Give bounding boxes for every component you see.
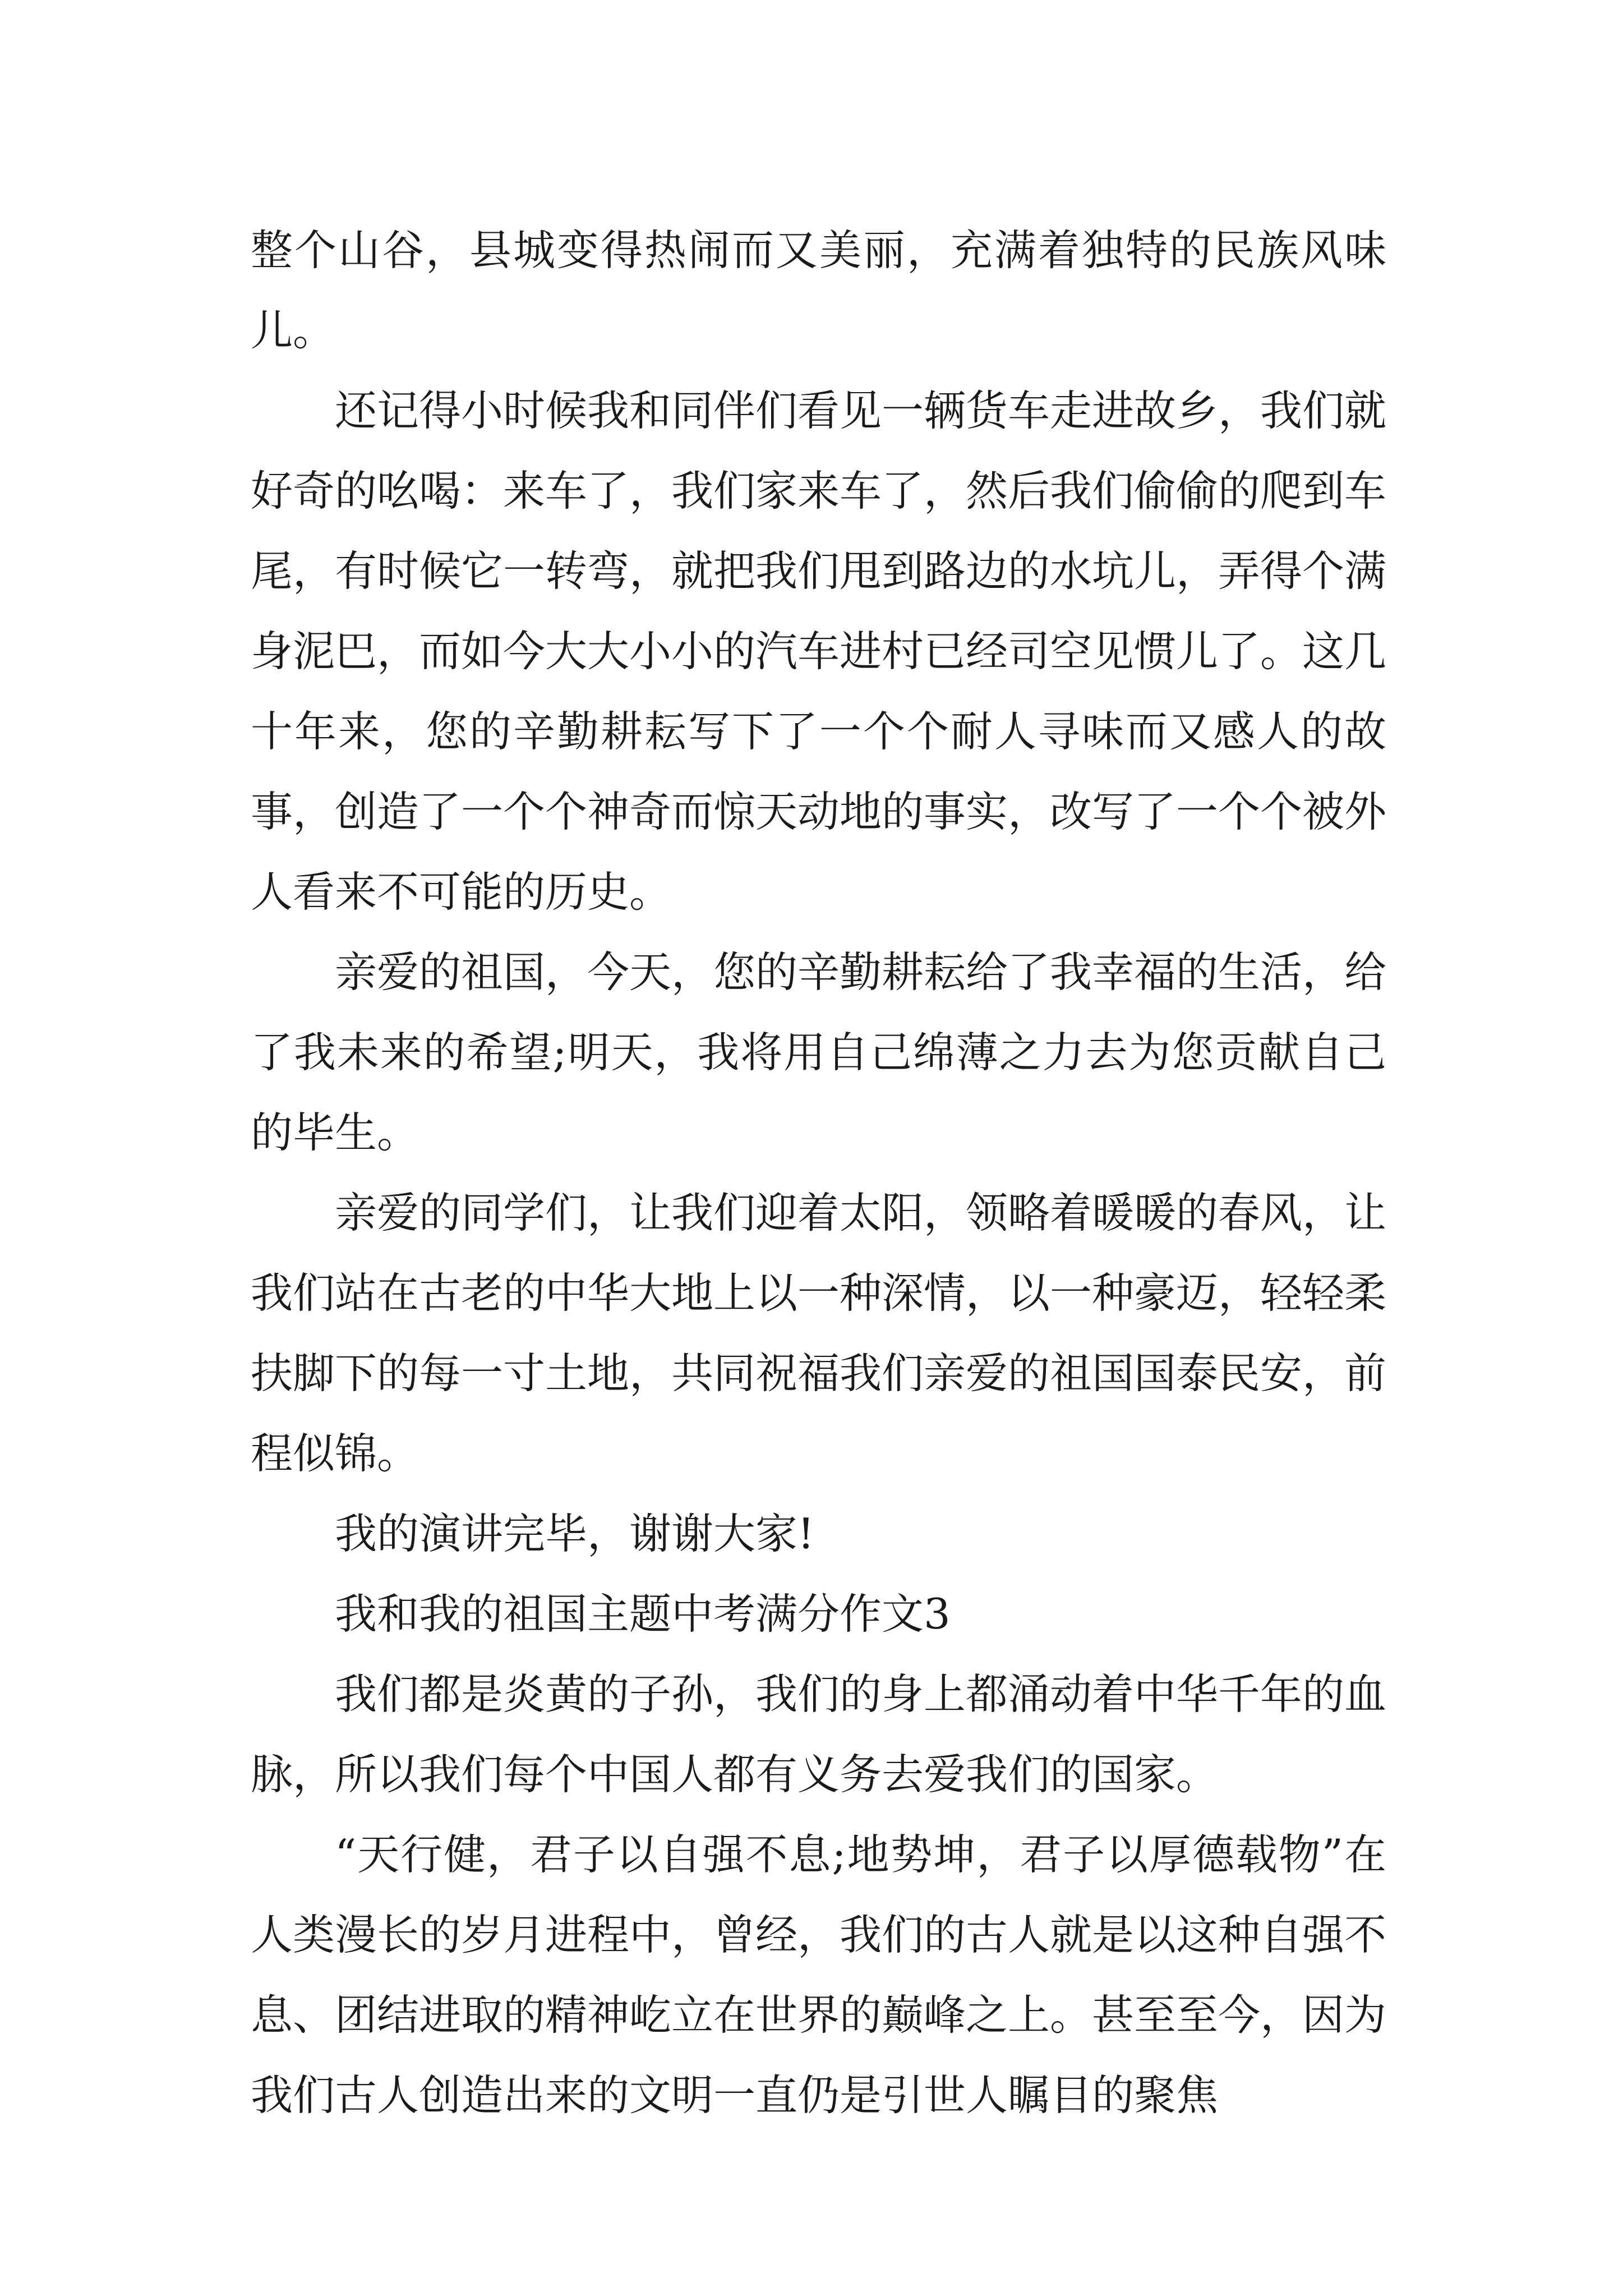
section-heading: 我和我的祖国主题中考满分作文3 <box>335 1589 951 1639</box>
document-body <box>251 210 1386 2136</box>
paragraph-1: 整个山谷，县城变得热闹而又美丽，充满着独特的民族风味儿。 <box>251 226 1386 355</box>
paragraph-3: 亲爱的祖国，今天，您的辛勤耕耘给了我幸福的生活，给了我未来的希望;明天，我将用自己绵薄之力去为您贡献自己的毕生。 <box>251 947 1387 1157</box>
paragraph-2: 还记得小时候我和同伴们看见一辆货车走进故乡，我们就好奇的吆喝：来车了，我们家来车了，然后我们偷偷的爬到车尾，有时候它一转弯，就把我们甩到路边的水坑儿，弄得个满身泥巴，而如今大大小小的汽车进村已经司空见惯儿了。这几十年来，您的辛勤耕耘写下了一个个耐人寻味而又感人的故事，创造了一个个神奇而惊天动地的事实，改写了一个个被外人看来不可能的历史。 <box>251 386 1387 917</box>
paragraph-7: “天行健，君子以自强不息;地势坤，君子以厚德载物”在人类漫长的岁月进程中，曾经，我们的古人就是以这种自强不息、团结进取的精神屹立在世界的巅峰之上。甚至至今，因为我们古人创造出来的文明一直仍是引世人瞩目的聚焦 <box>251 1830 1387 2120</box>
paragraph-4: 亲爱的同学们，让我们迎着太阳，领略着暖暖的春风，让我们站在古老的中华大地上以一种深情，以一种豪迈，轻轻柔扶脚下的每一寸土地，共同祝福我们亲爱的祖国国泰民安，前程似锦。 <box>251 1188 1387 1478</box>
paragraph-6: 我们都是炎黄的子孙，我们的身上都涌动着中华千年的血脉，所以我们每个中国人都有义务去爱我们的国家。 <box>251 1669 1387 1799</box>
paragraph-5: 我的演讲完毕，谢谢大家! <box>335 1509 815 1558</box>
